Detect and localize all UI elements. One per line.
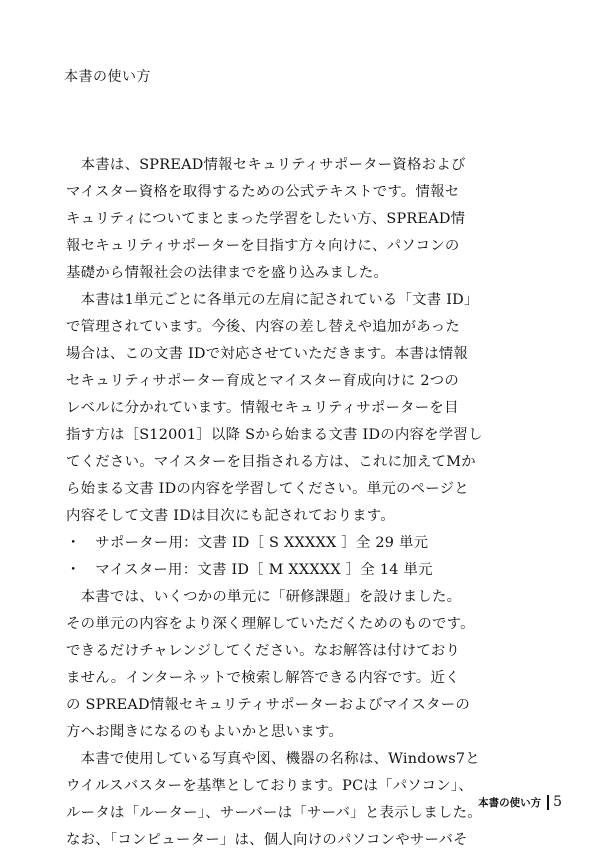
text-line: 指す方は［S12001］以降 Sから始まる文書 IDの内容を学習し	[66, 427, 483, 443]
text-line: 本書では、いくつかの単元に「研修課題」を設けました。	[66, 589, 462, 605]
text-line: 本書は、SPREAD情報セキュリティサポーター資格および	[66, 157, 466, 173]
page-footer	[478, 794, 562, 810]
text-line: 報セキュリティサポーターを目指す方々向けに、パソコンの	[66, 238, 460, 254]
page-number: 5	[553, 794, 562, 810]
text-line: ら始まる文書 IDの内容を学習してください。単元のページと	[66, 481, 469, 497]
text-line: てください。マイスターを目指される方は、これに加えてMか	[66, 454, 476, 470]
text-line: セキュリティサポーター育成とマイスター育成向けに 2つの	[66, 373, 460, 389]
footer-title: 本書の使い方	[478, 796, 542, 809]
text-line: で管理されています。今後、内容の差し替えや追加があった	[66, 319, 461, 335]
text-line: ません。インターネットで検索し解答できる内容です。近く	[66, 670, 460, 686]
text-line: 場合は、この文書 IDで対応させていただきます。本書は情報	[66, 346, 469, 362]
text-line: その単元の内容をより深く理解していただくためのものです。	[66, 616, 475, 632]
text-line: 本書は1単元ごとに各単元の左肩に記されている「文書 ID」	[66, 292, 479, 308]
page-heading: 本書の使い方	[64, 69, 151, 85]
bullet-item-meister: ・ マイスター用：文書 ID［ M XXXXX ］全 14 単元	[66, 562, 433, 578]
text-line: の SPREAD情報セキュリティサポーターおよびマイスターの	[66, 697, 470, 713]
text-line: キュリティについてまとまった学習をしたい方、SPREAD情	[66, 211, 466, 227]
footer-divider	[547, 795, 549, 810]
bullet-item-supporter: ・ サポーター用：文書 ID［ S XXXXX ］全 29 単元	[66, 535, 429, 551]
text-line: 内容そして文書 IDは目次にも記されております。	[66, 508, 395, 524]
text-line: 本書で使用している写真や図、機器の名称は、Windows7と	[66, 751, 480, 767]
text-line: ウイルスバスターを基準としております。PCは「パソコン」、	[66, 778, 473, 794]
text-line: 方へお聞きになるのもよいかと思います。	[66, 724, 344, 740]
text-line: できるだけチャレンジしてください。なお解答は付けており	[66, 643, 461, 659]
text-line: 基礎から情報社会の法律までを盛り込みました。	[66, 265, 389, 281]
text-line: レベルに分かれています。情報セキュリティサポーターを目	[66, 400, 459, 416]
text-line: マイスター資格を取得するための公式テキストです。情報セ	[66, 184, 460, 200]
body-text	[66, 152, 483, 854]
text-line: ルータは「ルーター」、サーバーは「サーバ」と表示しました。	[66, 805, 482, 821]
text-line: なお、「コンピューター」は、個人向けのパソコンやサーバそ	[66, 832, 468, 848]
